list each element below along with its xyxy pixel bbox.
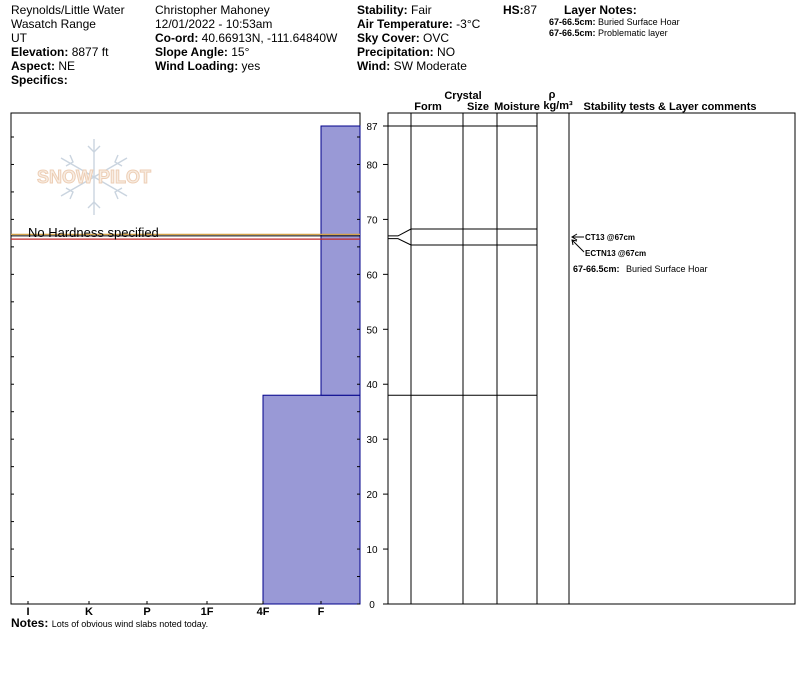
elevation: Elevation: 8877 ft — [11, 45, 109, 59]
air-temperature: Air Temperature: -3°C — [357, 17, 481, 31]
layer-note-item: 67-66.5cm: Buried Surface Hoar — [549, 17, 680, 27]
density-unit: kg/m³ — [543, 100, 573, 112]
snowpilot-watermark — [37, 139, 151, 215]
hardness-tick-label: 4F — [256, 606, 270, 618]
hardness-bars — [263, 126, 360, 604]
depth-axis-label: 60 — [366, 270, 378, 282]
depth-axis-label: 40 — [366, 380, 378, 392]
specifics: Specifics: — [11, 73, 68, 87]
state: UT — [11, 31, 27, 45]
layer-comment-text: Buried Surface Hoar — [626, 264, 708, 274]
table-frame — [388, 113, 795, 604]
ect-arrow — [572, 240, 584, 252]
hardness-bar — [321, 126, 360, 395]
form-header: Form — [414, 101, 442, 113]
layer-note-item: 67-66.5cm: Problematic layer — [549, 28, 668, 38]
precipitation: Precipitation: NO — [357, 45, 456, 59]
depth-axis-label: 80 — [366, 160, 378, 172]
location: Reynolds/Little Water — [11, 3, 125, 17]
slope-angle: Slope Angle: 15° — [155, 45, 250, 59]
boundary-connector — [388, 229, 411, 236]
depth-axis-label: 20 — [366, 490, 378, 502]
hardness-tick-label: K — [85, 606, 93, 618]
sky-cover: Sky Cover: OVC — [357, 31, 450, 45]
stability-comments — [572, 233, 708, 274]
depth-axis-labels — [366, 122, 388, 611]
stability: Stability: Fair — [357, 3, 432, 17]
ct-test: CT13 @67cm — [585, 233, 636, 242]
depth-axis-label: 87 — [366, 122, 378, 133]
notes: Notes: Lots of obvious wind slabs noted today. — [11, 616, 209, 630]
hardness-bar — [263, 395, 360, 604]
hardness-panel — [11, 113, 360, 618]
depth-axis-label: 70 — [366, 215, 378, 227]
wind-loading: Wind Loading: yes — [155, 59, 261, 73]
column-headers — [388, 89, 795, 113]
observation-datetime: 12/01/2022 - 10:53am — [155, 17, 273, 31]
moisture-header: Moisture — [494, 101, 540, 113]
hardness-tick-label: P — [143, 606, 151, 618]
depth-axis-label: 30 — [366, 435, 378, 447]
depth-axis-label: 10 — [366, 545, 378, 557]
no-hardness-label: No Hardness specified — [28, 225, 159, 240]
coordinates: Co-ord: 40.66913N, -111.64840W — [155, 31, 338, 45]
size-header: Size — [466, 101, 490, 113]
crystal-header: Crystal — [444, 90, 482, 102]
snow-height: HS:87 — [503, 3, 538, 17]
wind: Wind: SW Moderate — [357, 59, 467, 73]
hardness-tick-label: I — [26, 606, 30, 618]
aspect: Aspect: NE — [11, 59, 76, 73]
density-symbol: ρ — [548, 89, 556, 101]
depth-axis-label: 0 — [369, 600, 375, 611]
depth-axis-label: 50 — [366, 325, 378, 337]
comments-header: Stability tests & Layer comments — [583, 101, 757, 113]
watermark-text: SNOW PILOT — [37, 167, 151, 187]
hardness-tick-label: F — [317, 606, 325, 618]
ect-test: ECTN13 @67cm — [585, 249, 647, 258]
layer-comment-range: 67-66.5cm: — [573, 264, 620, 274]
layer-table — [388, 113, 795, 604]
boundary-connector — [388, 239, 411, 245]
mountain-range: Wasatch Range — [11, 17, 96, 31]
hardness-tick-label: 1F — [200, 606, 214, 618]
observer-name: Christopher Mahoney — [155, 3, 270, 17]
layer-notes-title: Layer Notes: — [564, 3, 637, 17]
